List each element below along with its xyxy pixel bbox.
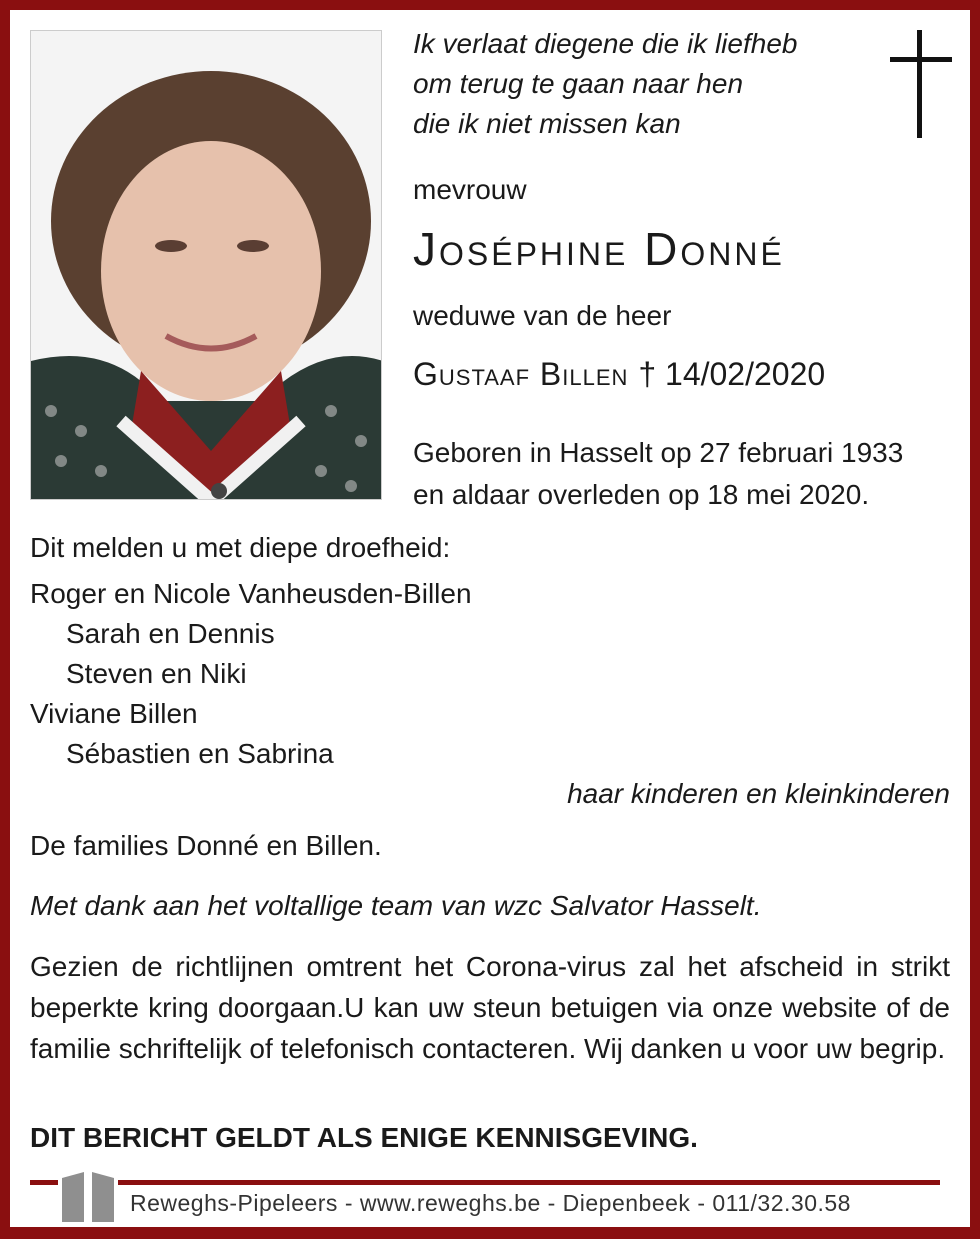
family-member: Sébastien en Sabrina: [66, 738, 334, 769]
birth-line: Geboren in Hasselt op 27 februari 1933: [413, 437, 904, 468]
footer-divider: [30, 1180, 940, 1185]
quote-line: Ik verlaat diegene die ik liefheb: [413, 28, 798, 59]
official-notice: DIT BERICHT GELDT ALS ENIGE KENNISGEVING.: [30, 1122, 698, 1153]
family-role: haar kinderen en kleinkinderen: [567, 778, 950, 809]
husband-line: [413, 356, 825, 393]
family-member: Steven en Niki: [66, 658, 247, 689]
husband-name: Gustaaf Billen: [413, 356, 629, 392]
quote-line: die ik niet missen kan: [413, 108, 681, 139]
birth-death-info: [413, 432, 973, 516]
honorific: mevrouw: [413, 174, 527, 205]
other-families: De families Donné en Billen.: [30, 830, 382, 861]
death-line: en aldaar overleden op 18 mei 2020.: [413, 479, 870, 510]
family-member: Viviane Billen: [30, 698, 198, 729]
footer-contact: Reweghs-Pipeleers - www.reweghs.be - Diepenbeek - 011/32.30.58: [130, 1190, 851, 1216]
widow-of-label: weduwe van de heer: [413, 300, 672, 331]
memorial-quote: [413, 24, 853, 144]
deceased-name: Joséphine Donné: [413, 223, 785, 275]
thanks-line: Met dank aan het voltallige team van wzc Salvator Hasselt.: [30, 890, 762, 921]
family-member: Sarah en Dennis: [66, 618, 275, 649]
portrait-photo: [30, 30, 382, 500]
corona-notice: Gezien de richtlijnen omtrent het Corona-virus zal het afscheid in strikt beperkte kring doorgaan.U kan uw steun betuigen via onze website of de familie schriftelijk of telefonisch contacteren. Wij danken u voor uw begrip.: [30, 951, 950, 1064]
cross-icon: [890, 30, 952, 138]
family-member: Roger en Nicole Vanheusden-Billen: [30, 578, 472, 609]
husband-death-date: † 14/02/2020: [638, 356, 826, 392]
funeral-home-logo-icon: [58, 1168, 118, 1224]
announcement-line: Dit melden u met diepe droefheid:: [30, 532, 451, 563]
quote-line: om terug te gaan naar hen: [413, 68, 744, 99]
